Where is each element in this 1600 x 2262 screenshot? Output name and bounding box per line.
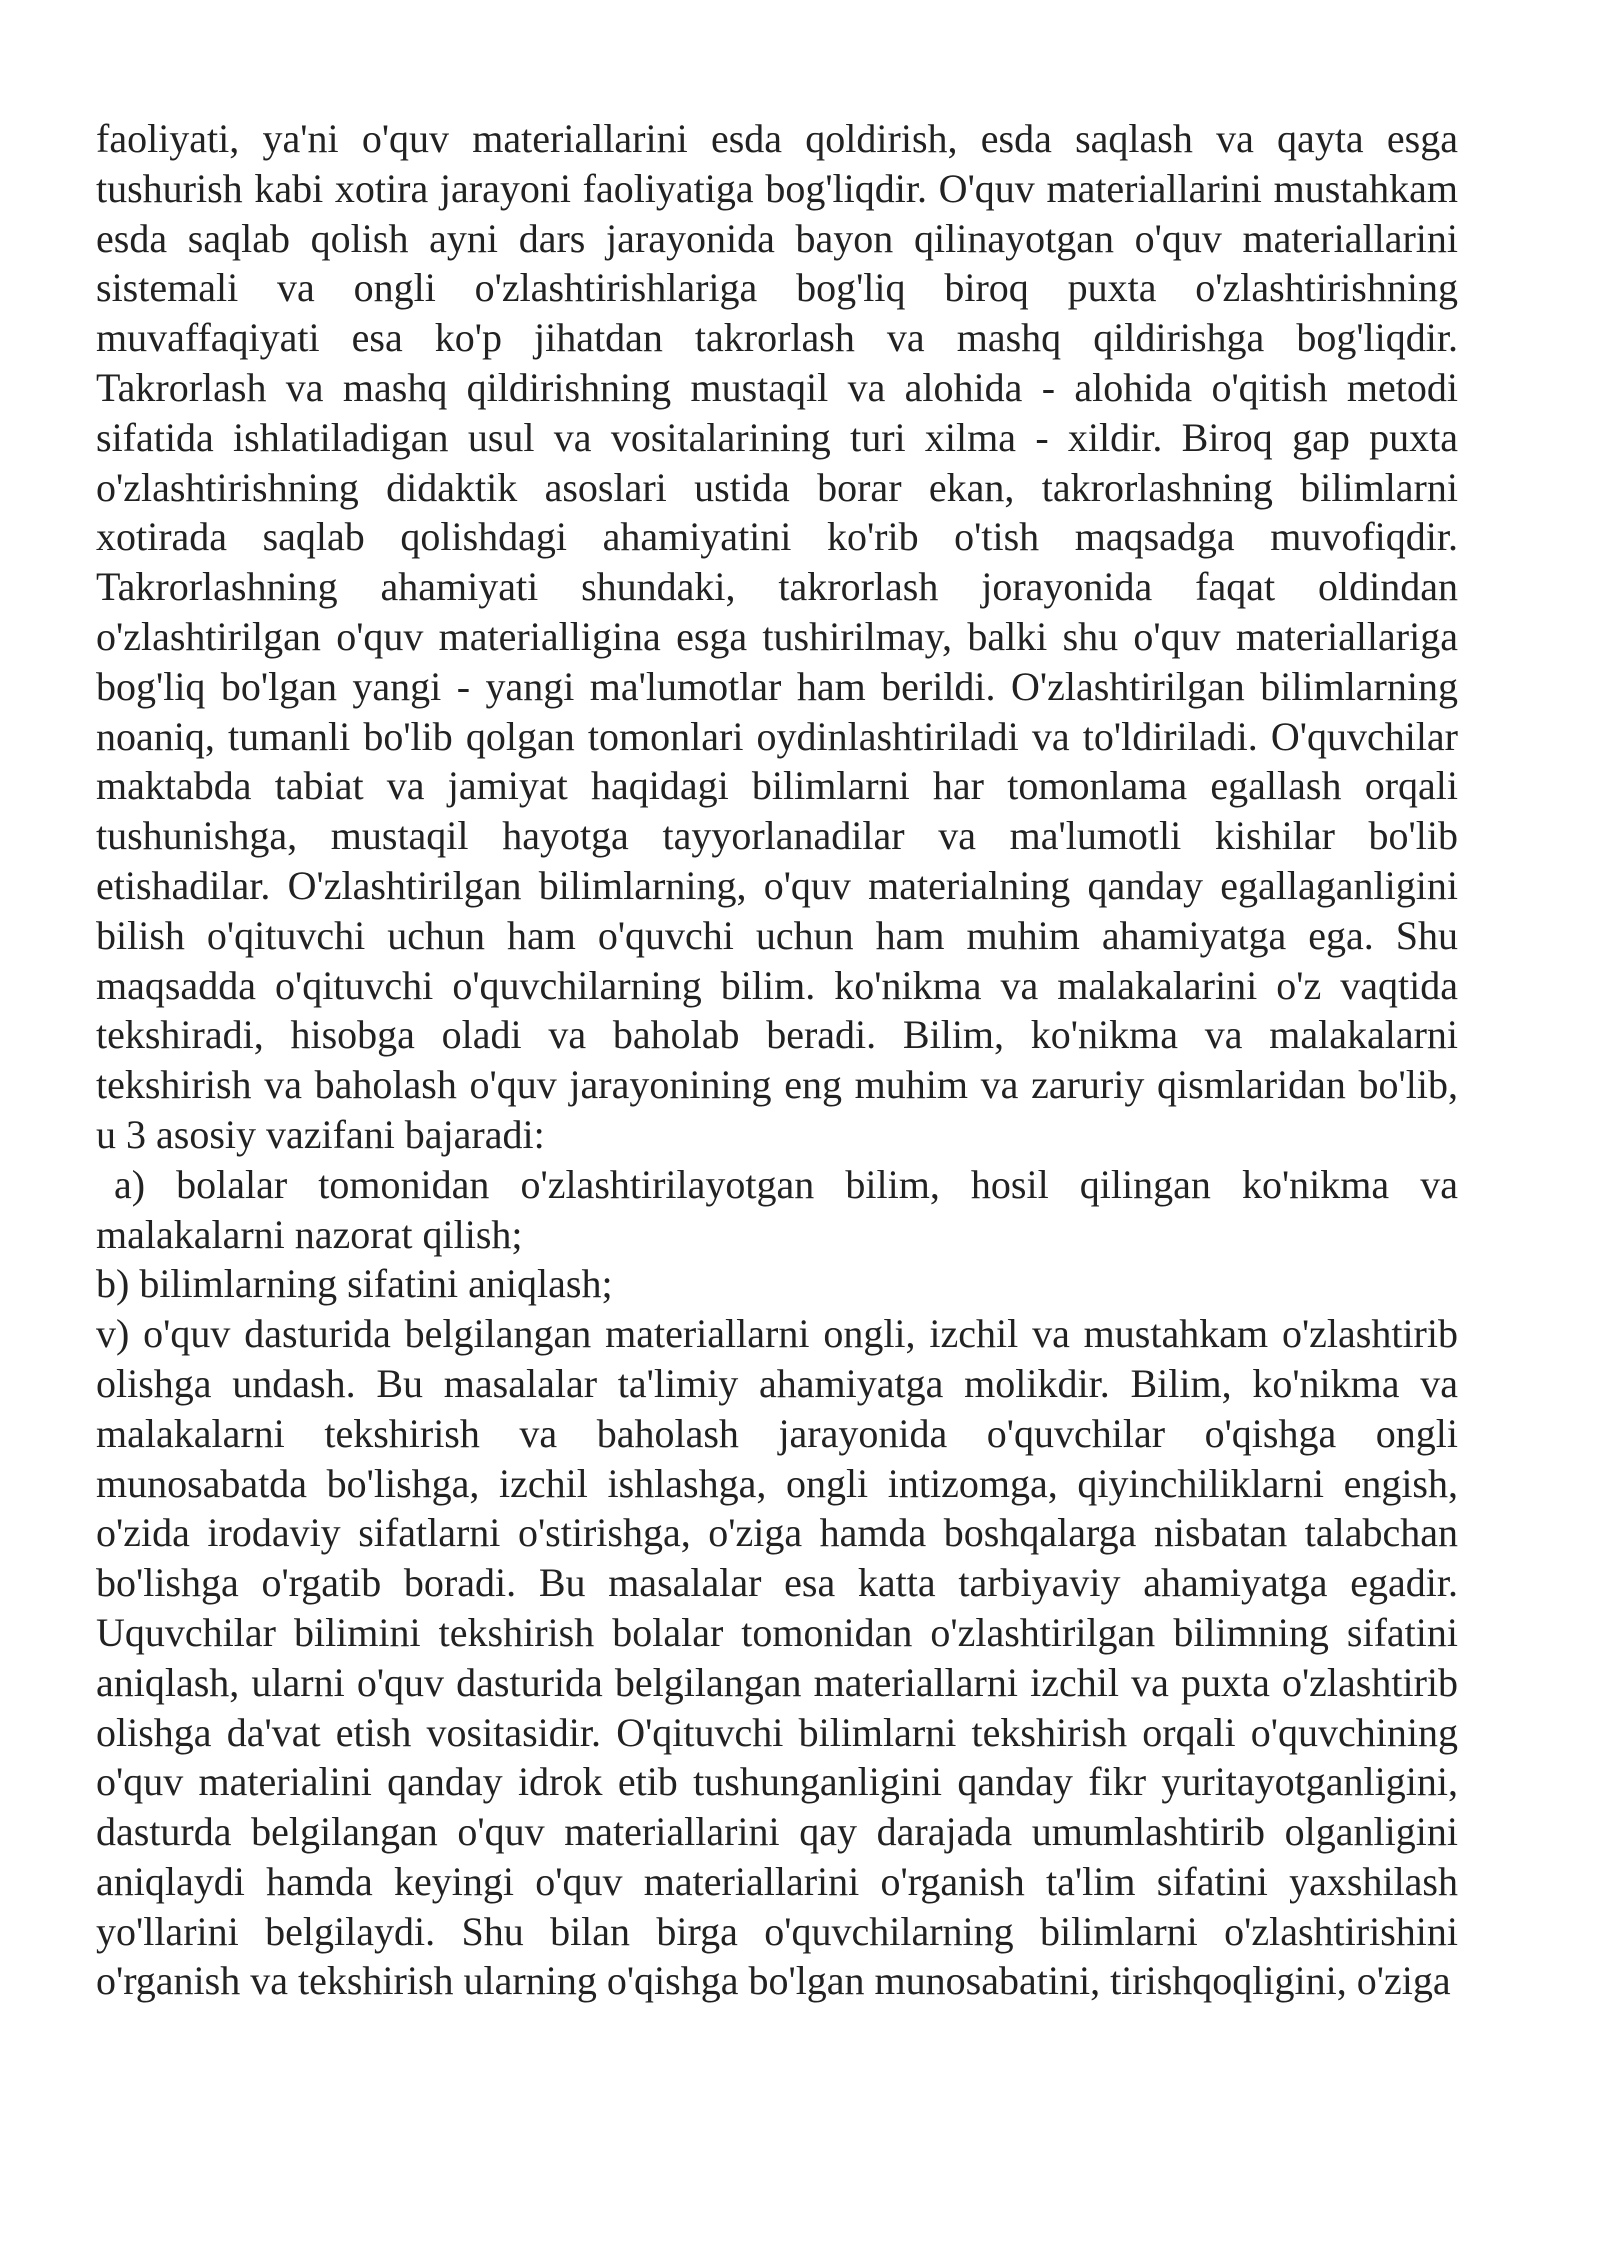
list-item-v: v) o'quv dasturida belgilangan materiallarni ongli, izchil va mustahkam o'zlashtirib olishga undash. Bu masalalar ta'limiy ahamiyatga molikdir. Bilim, ko'nikma va malakalarni tekshirish va baholash jarayonida o'quvchilar o'qishga ongli munosabatda bo'lishga, izchil ishlashga, ongli intizomga, qiyinchiliklarni engish, o'zida irodaviy sifatlarni o'stirishga, o'ziga hamda boshqalarga nisbatan talabchan bo'lishga o'rgatib boradi. Bu masalalar esa katta tarbiyaviy ahamiyatga egadir. Uquvchilar bilimini tekshirish bolalar tomonidan o'zlashtirilgan bilimning sifatini aniqlash, ularni o'quv dasturida belgilangan materiallarni izchil va puxta o'zlashtirib olishga da'vat etish vositasidir. O'qituvchi bilimlarni tekshirish orqali o'quvchining o'quv materialini qanday idrok etib tushunganligini qanday fikr yuritayotganligini, dasturda belgilangan o'quv materiallarini qay darajada umumlashtirib olganligini aniqlaydi hamda keyingi o'quv materiallarini o'rganish ta'lim sifatini yaxshilash yo'llarini belgilaydi. Shu bilan birga o'quvchilarning bilimlarni o'zlashtirishini o'rganish va tekshirish ularning o'qishga bo'lgan munosabatini, tirishqoqligini, o'ziga xyxy=(96,1311,1458,2004)
document-page xyxy=(96,114,1458,2006)
body-paragraph: faoliyati, ya'ni o'quv materiallarini esda qoldirish, esda saqlash va qayta esga tushurish kabi xotira jarayoni faoliyatiga bog'liqdir. O'quv materiallarini mustahkam esda saqlab qolish ayni dars jarayonida bayon qilinayotgan o'quv materiallarini sistemali va ongli o'zlashtirishlariga bog'liq biroq puxta o'zlashtirishning muvaffaqiyati esa ko'p jihatdan takrorlash va mashq qildirishga bog'liqdir. Takrorlash va mashq qildirishning mustaqil va alohida - alohida o'qitish metodi sifatida ishlatiladigan usul va vositalarining turi xilma - xildir. Biroq gap puxta o'zlashtirishning didaktik asoslari ustida borar ekan, takrorlashning bilimlarni xotirada saqlab qolishdagi ahamiyatini ko'rib o'tish maqsadga muvofiqdir. Takrorlashning ahamiyati shundaki, takrorlash jorayonida faqat oldindan o'zlashtirilgan o'quv materialligina esga tushirilmay, balki shu o'quv materiallariga bog'liq bo'lgan yangi - yangi ma'lumotlar ham berildi. O'zlashtirilgan bilimlarning noaniq, tumanli bo'lib qolgan tomonlari oydinlashtiriladi va to'ldiriladi. O'quvchilar maktabda tabiat va jamiyat haqidagi bilimlarni har tomonlama egallash orqali tushunishga, mustaqil hayotga tayyorlanadilar va ma'lumotli kishilar bo'lib etishadilar. O'zlashtirilgan bilimlarning, o'quv materialning qanday egallaganligini bilish o'qituvchi uchun ham o'quvchi uchun ham muhim ahamiyatga ega. Shu maqsadda o'qituvchi o'quvchilarning bilim. ko'nikma va malakalarini o'z vaqtida tekshiradi, hisobga oladi va baholab beradi. Bilim, ko'nikma va malakalarni tekshirish va baholash o'quv jarayonining eng muhim va zaruriy qismlaridan bo'lib, u 3 asosiy vazifani bajaradi: xyxy=(96,116,1458,1157)
list-item-b: b) bilimlarning sifatini aniqlash; xyxy=(96,1261,613,1307)
list-item-a: a) bolalar tomonidan o'zlashtirilayotgan bilim, hosil qilingan ko'nikma va malakalarni nazorat qilish; xyxy=(96,1161,1458,1257)
